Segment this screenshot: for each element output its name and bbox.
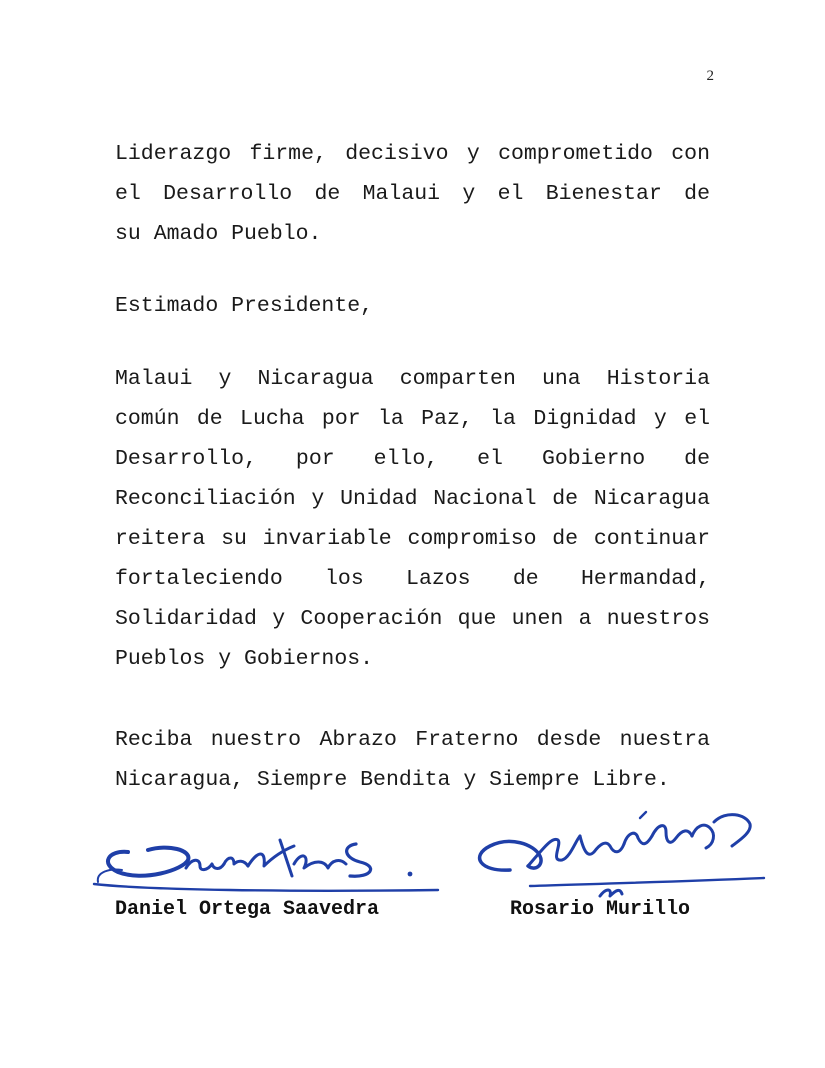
signature-ortega: [88, 820, 448, 900]
paragraph-line: fortaleciendo los Lazos de Hermandad,: [115, 567, 710, 591]
signer-name-murillo: Rosario Murillo: [510, 898, 691, 921]
signature-murillo: [470, 800, 770, 900]
paragraph-line: Malaui y Nicaragua comparten una Historia: [115, 367, 710, 391]
paragraph-line: común de Lucha por la Paz, la Dignidad y el: [115, 407, 710, 431]
paragraph-1: [115, 134, 710, 254]
greeting-line: Estimado Presidente,: [115, 294, 374, 318]
paragraph-line: Pueblos y Gobiernos.: [115, 647, 374, 671]
signer-name-ortega: Daniel Ortega Saavedra: [115, 898, 380, 921]
paragraph-line: Solidaridad y Cooperación que unen a nuestros: [115, 607, 710, 631]
paragraph-line: Liderazgo firme, decisivo y comprometido con: [115, 142, 710, 166]
page-number: 2: [706, 68, 714, 84]
paragraph-line: el Desarrollo de Malaui y el Bienestar de: [115, 182, 710, 206]
paragraph-line: Desarrollo, por ello, el Gobierno de: [115, 447, 710, 471]
paragraph-2: [115, 359, 710, 679]
paragraph-line: reitera su invariable compromiso de continuar: [115, 527, 710, 551]
paragraph-line: Nicaragua, Siempre Bendita y Siempre Libre.: [115, 768, 670, 792]
paragraph-line: Reciba nuestro Abrazo Fraterno desde nuestra: [115, 728, 710, 752]
paragraph-line: Reconciliación y Unidad Nacional de Nicaragua: [115, 487, 710, 511]
paragraph-3: [115, 720, 710, 800]
paragraph-line: su Amado Pueblo.: [115, 222, 322, 246]
greeting: [115, 286, 710, 326]
